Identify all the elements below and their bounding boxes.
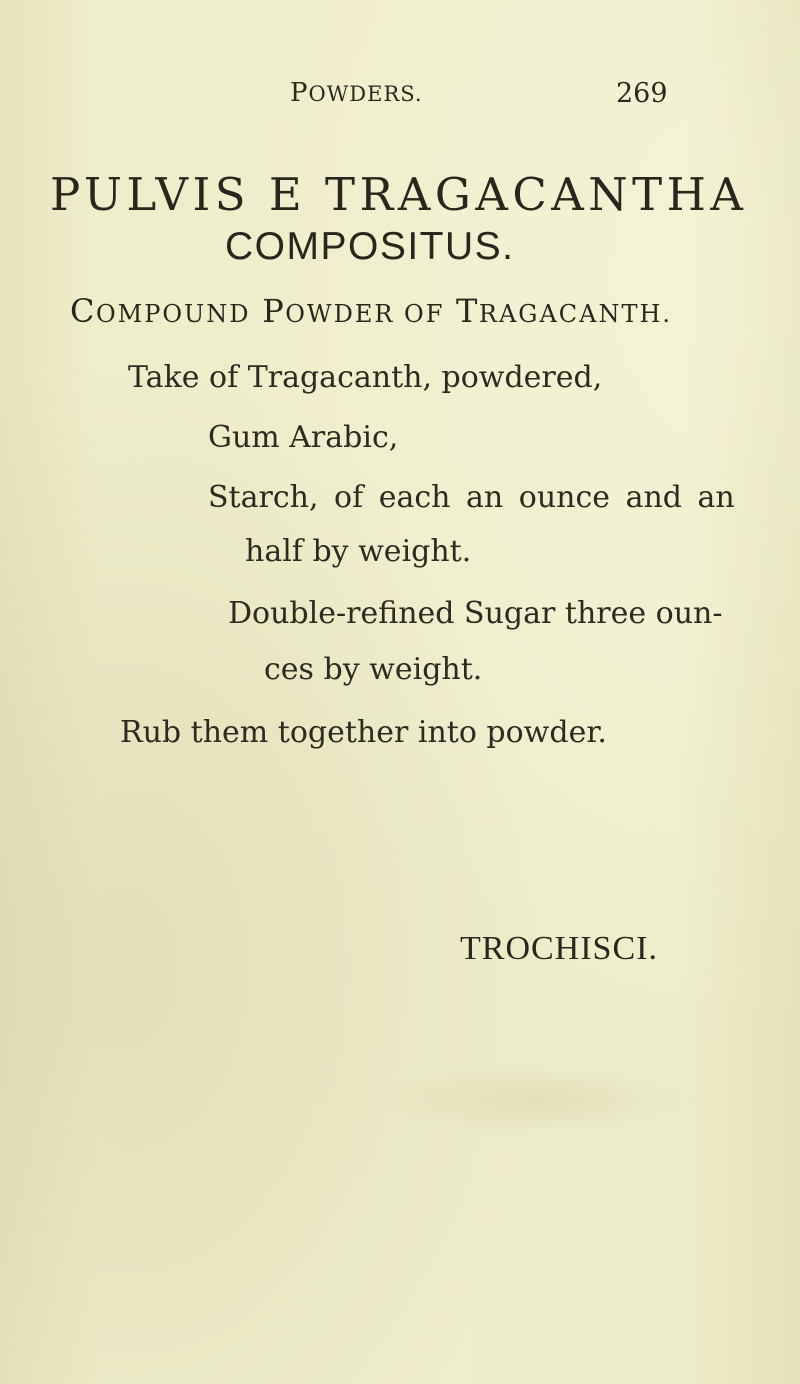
recipe-line: Gum Arabic,: [208, 420, 399, 455]
recipe-line: Starch, of each an ounce and an: [208, 480, 735, 515]
recipe-title-line-1: PULVIS E TRAGACANTHA: [50, 168, 748, 221]
recipe-line: Double-refined Sugar three oun-: [228, 596, 723, 631]
recipe-title-line-2: COMPOSITUS.: [225, 225, 515, 268]
recipe-instruction: Rub them together into powder.: [120, 715, 607, 750]
running-head-rest: OWDERS.: [308, 82, 423, 106]
recipe-subtitle: COMPOUND POWDER OF TRAGACANTH.: [70, 292, 673, 330]
recipe-line: ces by weight.: [264, 652, 483, 687]
running-head: [290, 78, 423, 108]
page-number: 269: [616, 78, 668, 109]
running-head-initial: P: [290, 78, 309, 108]
next-section-heading: TROCHISCI.: [460, 930, 658, 967]
show-through-smudge: [380, 1060, 700, 1140]
recipe-line: half by weight.: [245, 534, 472, 569]
recipe-line: Take of Tragacanth, powdered,: [128, 360, 603, 395]
